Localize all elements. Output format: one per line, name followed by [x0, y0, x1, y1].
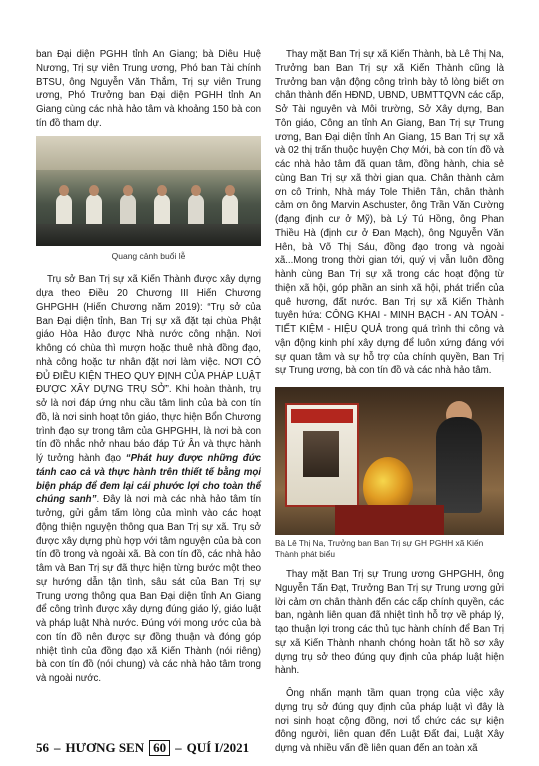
photo-person [222, 194, 238, 228]
photo-person [154, 194, 170, 228]
right-paragraph-3: Ông nhấn mạnh tầm quan trọng của việc xây dựng trụ sở đúng quy định của pháp luật vì đây là nơi sinh hoạt cộng đồng, nơi tổ chức các sự kiện đông người, liên quan đến Luật Đất đai, Luật Xây dựng và nhiều vấn đề liên quan đến an toàn xã [275, 688, 504, 754]
photo-banner [36, 136, 261, 170]
photo-head [157, 185, 167, 196]
photo-head [59, 185, 69, 196]
right-paragraph-2: Thay mặt Ban Trị sự Trung ương GHPGHH, ông Nguyễn Tấn Đạt, Trưởng Ban Trị sự Trung ương gửi lời cảm ơn chân thành đến các cấp chính quyền, các ban, ngành liên quan đã nhiệt tình hỗ trợ về pháp lý, tạo thuận lợi trong các thủ tục hành chính để Ban Trị sự xã Kiến Thành nhanh chóng hoàn tất hồ sơ xây dựng trụ sở theo đúng quy định của pháp luật hiện hành. [275, 569, 504, 677]
left-paragraph-2-end: . Đây là nơi mà các nhà hảo tâm tín tưởng, gửi gắm tấm lòng của mình vào các hoạt động thiện nguyện thông qua Ban Trị sự xã. Trụ sở được xây dựng phù hợp với tâm nguyện của bà con tín đồ trong và ngoài xã. Bà con tín đồ, các nhà hảo tâm và Ban Trị sự đã thực hiện từng bước một theo sự hướng dẫn tận tình, sâu sát của Ban Trị sự Trung ương thông qua Ban Đại diện tỉnh An Giang để công trình được xây dựng đúng giáo lý, giáo luật và pháp luật Nhà nước. Đúng với mong ước của bà con tín đồ nên được sự đồng thuận và đóng góp nhiệt tình của đồng đạo xã Kiến Thành (nói riêng) bà con tín đồ (nói chung) và các nhà hảo tâm trong và ngoài nước. [36, 494, 261, 684]
left-paragraph-1: ban Đại diện PGHH tỉnh An Giang; bà Diêu Huệ Nương, Trị sự viên Trung ương, Phó ban Tài chính BTSU, ông Nguyễn Văn Thắm, Trị sự viên Trung ương, Phó Trưởng ban Đại diện PGHH tỉnh An Giang cùng các nhà hảo tâm và khoảng 150 bà con tín đồ tham dự. [36, 49, 261, 129]
photo-board [285, 403, 359, 507]
issue-period: QUÍ I/2021 [186, 740, 250, 755]
photo-portrait [303, 431, 339, 477]
photo-board-header [291, 409, 353, 423]
photo-table [36, 224, 261, 246]
photo-person [120, 194, 136, 228]
photo-person [56, 194, 72, 228]
page-number: 56 [36, 740, 49, 755]
speaker-photo-caption: Bà Lê Thị Na, Trưởng ban Ban Trị sự GH PGHH xã Kiến Thành phát biểu [275, 538, 484, 559]
magazine-name: HƯƠNG SEN [65, 740, 145, 755]
photo-head [123, 185, 133, 196]
photo-head [191, 185, 201, 196]
left-column [36, 48, 261, 686]
photo-head [89, 185, 99, 196]
hiens-chuong-quote: “Phát huy được những đức tánh cao cả và thực hành trên thiết tế bằng mọi biện pháp để đem lại cái phước lợi cho toàn thể chúng sanh” [36, 453, 262, 506]
photo-person [188, 194, 204, 228]
photo-person [86, 194, 102, 228]
page-footer [36, 740, 249, 756]
photo-speaker [436, 417, 482, 513]
left-paragraph-2 [36, 273, 261, 686]
footer-dash: – [175, 740, 182, 755]
photo-podium [335, 505, 444, 535]
right-paragraph-1: Thay mặt Ban Trị sự xã Kiến Thành, bà Lê Thị Na, Trưởng ban Ban Trị sự xã Kiến Thành cũng là Trưởng ban vận động công trình bày tỏ lòng biết ơn chân thành đến HĐND, UBND, UBMTTQVN các cấp, Sở Tài nguyên và Môi trường, Sở Xây dựng, Ban Tôn giáo, Công an tỉnh An Giang, Ban Trị sự Trung ương, Ban Đại diện tỉnh An Giang, 15 Ban Trị sự xã và 02 thị trấn thuộc huyện Chợ Mới, bà con tín đồ và các nhà hảo tâm đã quan tâm, đồng hành, chia sẻ cùng Ban Trị sự xã thời gian qua. Chân thành cảm ơn cô Trinh, Nhà máy Tole Thiên Tân, chân thành cảm ơn ông Marvin Aschuster, ông Trần Văn Cường (đạng định cư ở Mỹ), bà Lý Tú Hồng, ông Phan Thiều Hà (định cư ở Đan Mạch), ông Nguyễn Văn Hên, bà Võ Thị Sáu, đồng đạo trong và ngoài xã...Mong trong thời gian tới, quý vị vẫn luôn đồng hành cùng Ban Trị sự xã trong các hoạt động từ thiện xã hội, góp phần an sinh xã hội, phát triển của quê hương, đất nước. Ban Trị sự xã Kiến Thành tuyên hứa: CÔNG KHAI - MINH BẠCH - AN TOÀN - TIẾT KIỆM - HIỆU QUẢ trong quá trình thi công và vận động kinh phí xây dựng để luôn xứng đáng với sự quan tâm và sự hỗ trợ của chính quyền, Ban Trị sự Trung ương, bà con tín đồ và các nhà hảo tâm. [275, 49, 504, 377]
footer-dash: – [54, 740, 61, 755]
ceremony-photo-caption: Quang cảnh buổi lễ [111, 250, 186, 261]
ceremony-photo [36, 136, 261, 246]
right-column [275, 48, 504, 756]
issue-number: 60 [149, 740, 170, 756]
speaker-photo [275, 387, 504, 535]
left-paragraph-2-start: Trụ sở Ban Trị sự xã Kiến Thành được xây dựng dựa theo Điều 20 Chương III Hiến Chương GHPGHH (Hiến Chương năm 2019): “Trụ sở của Ban Đại diện tỉnh, Ban Trị sự xã đặt tại chùa Phật giáo Hòa Hảo được Nhà nước công nhận. Nơi không có chùa thì mượn hoặc thuê nhà đồng đạo, nhà công hoặc tư nhân đặt nơi làm việc. NƠI CÓ ĐỦ ĐIỀU KIỆN THEO QUY ĐỊNH CỦA PHÁP LUẬT ĐƯỢC XÂY DỰNG TRỤ SỞ”. Khi hoàn thành, trụ sở là nơi đáp ứng nhu cầu tâm linh của bà con tín đồ, là nơi sinh hoạt tôn giáo, thực hiện Bổn Chương trình đạo sự trong tâm của GHPGHH, là nơi bà con tín đồ nhắc nhở nhau báo đáp Tứ Ân và thực hành lý tưởng hành đạo [36, 274, 261, 464]
photo-head [225, 185, 235, 196]
